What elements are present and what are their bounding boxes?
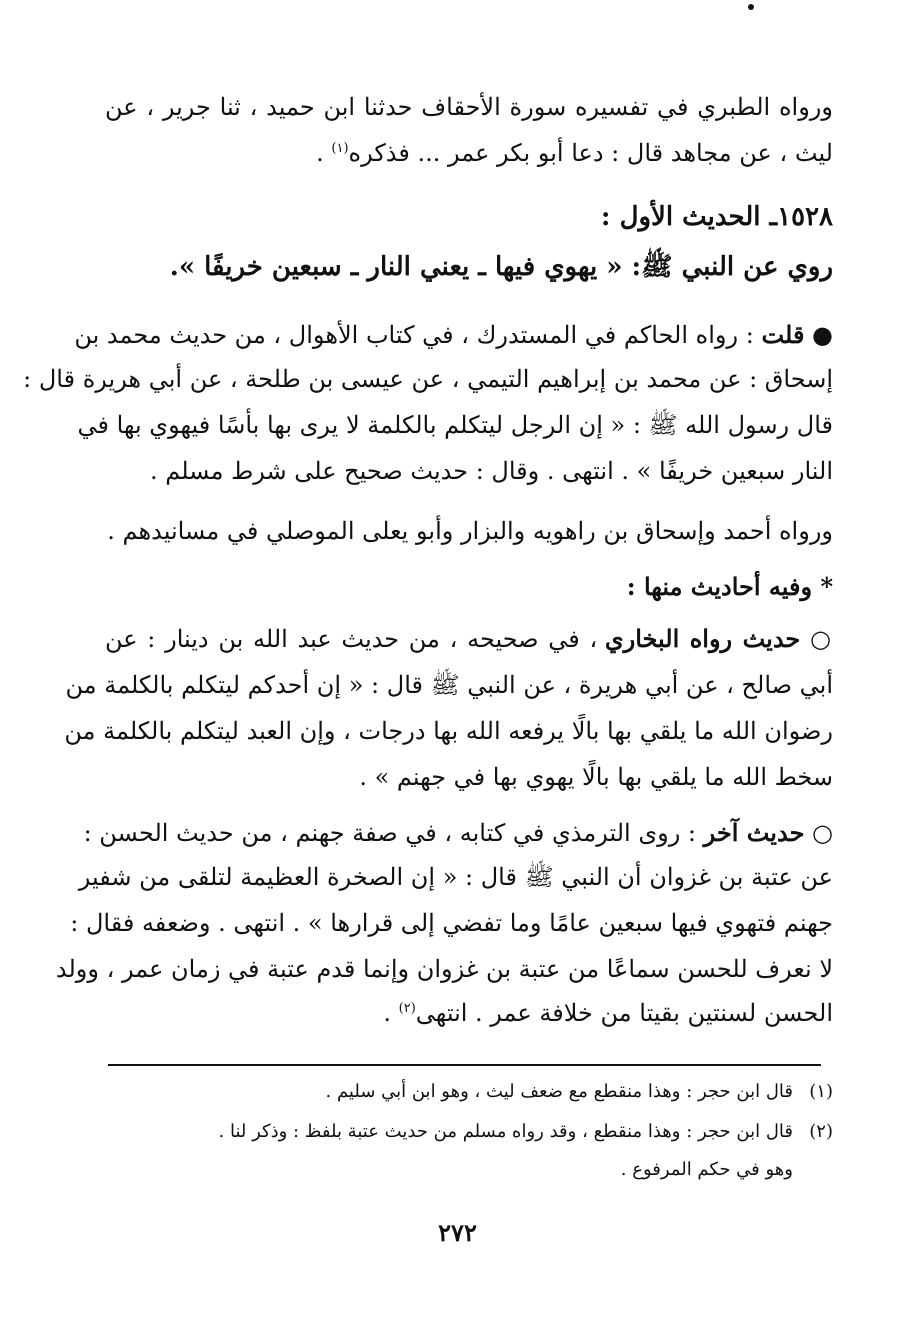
footnote-2 [105, 1120, 833, 1144]
tirmidhi-line-4: لا نعرف للحسن سماعًا من عتبة بن غزوان وإنما قدم عتبة في زمان عمر ، وولد [55, 955, 833, 983]
intro-line-2-end: . [316, 139, 332, 167]
tirmidhi-line-2: عن عتبة بن غزوان أن النبي ﷺ قال : « إن الصخرة العظيمة لتلقى من شفير [78, 863, 833, 891]
qultu-line-1-text: : رواه الحاكم في المستدرك ، في كتاب الأهوال ، من حديث محمد بن [74, 321, 762, 349]
tirmidhi-line-3: جهنم فتهوي فيها سبعين عامًا وما تفضي إلى قرارها » . انتهى . وضعفه فقال : [70, 909, 833, 937]
tirmidhi-line-5 [105, 998, 833, 1028]
tirmidhi-line-1-text: : روى الترمذي في كتابه ، في صفة جهنم ، من حديث الحسن : [83, 819, 704, 847]
section-hadith: روي عن النبي ﷺ: « يهوي فيها ـ يعني النار ـ سبعين خريفًا ». [169, 252, 833, 282]
footnote-1-text: قال ابن حجر : وهذا منقطع مع ضعف ليث ، وهو ابن أبي سليم . [325, 1081, 793, 1102]
qultu-line-3: قال رسول الله ﷺ : « إن الرجل ليتكلم بالكلمة لا يرى بها بأسًا فيهوي بها في [77, 411, 833, 439]
qultu-line-4: النار سبعين خريفًا » . انتهى . وقال : حديث صحيح على شرط مسلم . [150, 457, 833, 485]
footnote-separator [108, 1064, 821, 1066]
qultu-line-2: إسحاق : عن محمد بن إبراهيم التيمي ، عن عيسى بن طلحة ، عن أبي هريرة قال : [23, 365, 833, 393]
section-title: ١٥٢٨ـ الحديث الأول : [600, 202, 833, 232]
ink-dot [748, 4, 754, 10]
intro-line-2 [105, 138, 833, 168]
bukhari-line-1: ○ حديث رواه البخاري ، في صحيحه ، من حديث عبد الله بن دينار : عن [105, 624, 833, 653]
tirmidhi-line-5-text: الحسن لسنتين بقيتا من خلافة عمر . انتهى [415, 999, 833, 1027]
tirmidhi-line-1: ○ حديث آخر : روى الترمذي في كتابه ، في صفة جهنم ، من حديث الحسن : [83, 818, 833, 847]
tirmidhi-line-5-end: . [383, 999, 399, 1027]
qultu-label: قلت [761, 320, 805, 349]
footnote-ref-1[interactable]: (١) [331, 141, 349, 156]
bukhari-label: حديث رواه البخاري [604, 624, 801, 653]
qultu-line-1: ● قلت : رواه الحاكم في المستدرك ، في كتاب الأهوال ، من حديث محمد بن [74, 320, 833, 349]
bukhari-line-2: أبي صالح ، عن أبي هريرة ، عن النبي ﷺ قال : « إن أحدكم ليتكلم بالكلمة من [65, 671, 833, 699]
footnote-2-continuation: وهو في حكم المرفوع . [620, 1159, 793, 1180]
subheading: * وفيه أحاديث منها : [626, 572, 833, 601]
footnote-ref-2[interactable]: (٢) [398, 1001, 416, 1016]
intro-line-2-text: ليث ، عن مجاهد قال : دعا أبو بكر عمر ... فذكره [348, 139, 833, 167]
tirmidhi-label: حديث آخر [703, 818, 805, 847]
bukhari-line-4: سخط الله ما يلقي بها بالًا يهوي بها في جهنم » . [359, 763, 833, 791]
also-narrated: ورواه أحمد وإسحاق بن راهويه والبزار وأبو يعلى الموصلي في مسانيدهم . [107, 517, 833, 545]
footnote-1-number: (١) [809, 1081, 833, 1102]
footnote-1 [105, 1080, 833, 1104]
intro-line-1: ورواه الطبري في تفسيره سورة الأحقاف حدثنا ابن حميد ، ثنا جرير ، عن [105, 93, 833, 121]
bukhari-line-1-text: ، في صحيحه ، من حديث عبد الله بن دينار : عن [105, 625, 605, 653]
page-number: ٢٧٢ [438, 1218, 477, 1247]
footnote-2-number: (٢) [809, 1121, 833, 1142]
footnote-2-text: قال ابن حجر : وهذا منقطع ، وقد رواه مسلم من حديث عتبة بلفظ : وذكر لنا . [218, 1121, 793, 1142]
bukhari-line-3: رضوان الله ما يلقي بها بالًا يرفعه الله بها درجات ، وإن العبد ليتكلم بالكلمة من [64, 717, 833, 745]
